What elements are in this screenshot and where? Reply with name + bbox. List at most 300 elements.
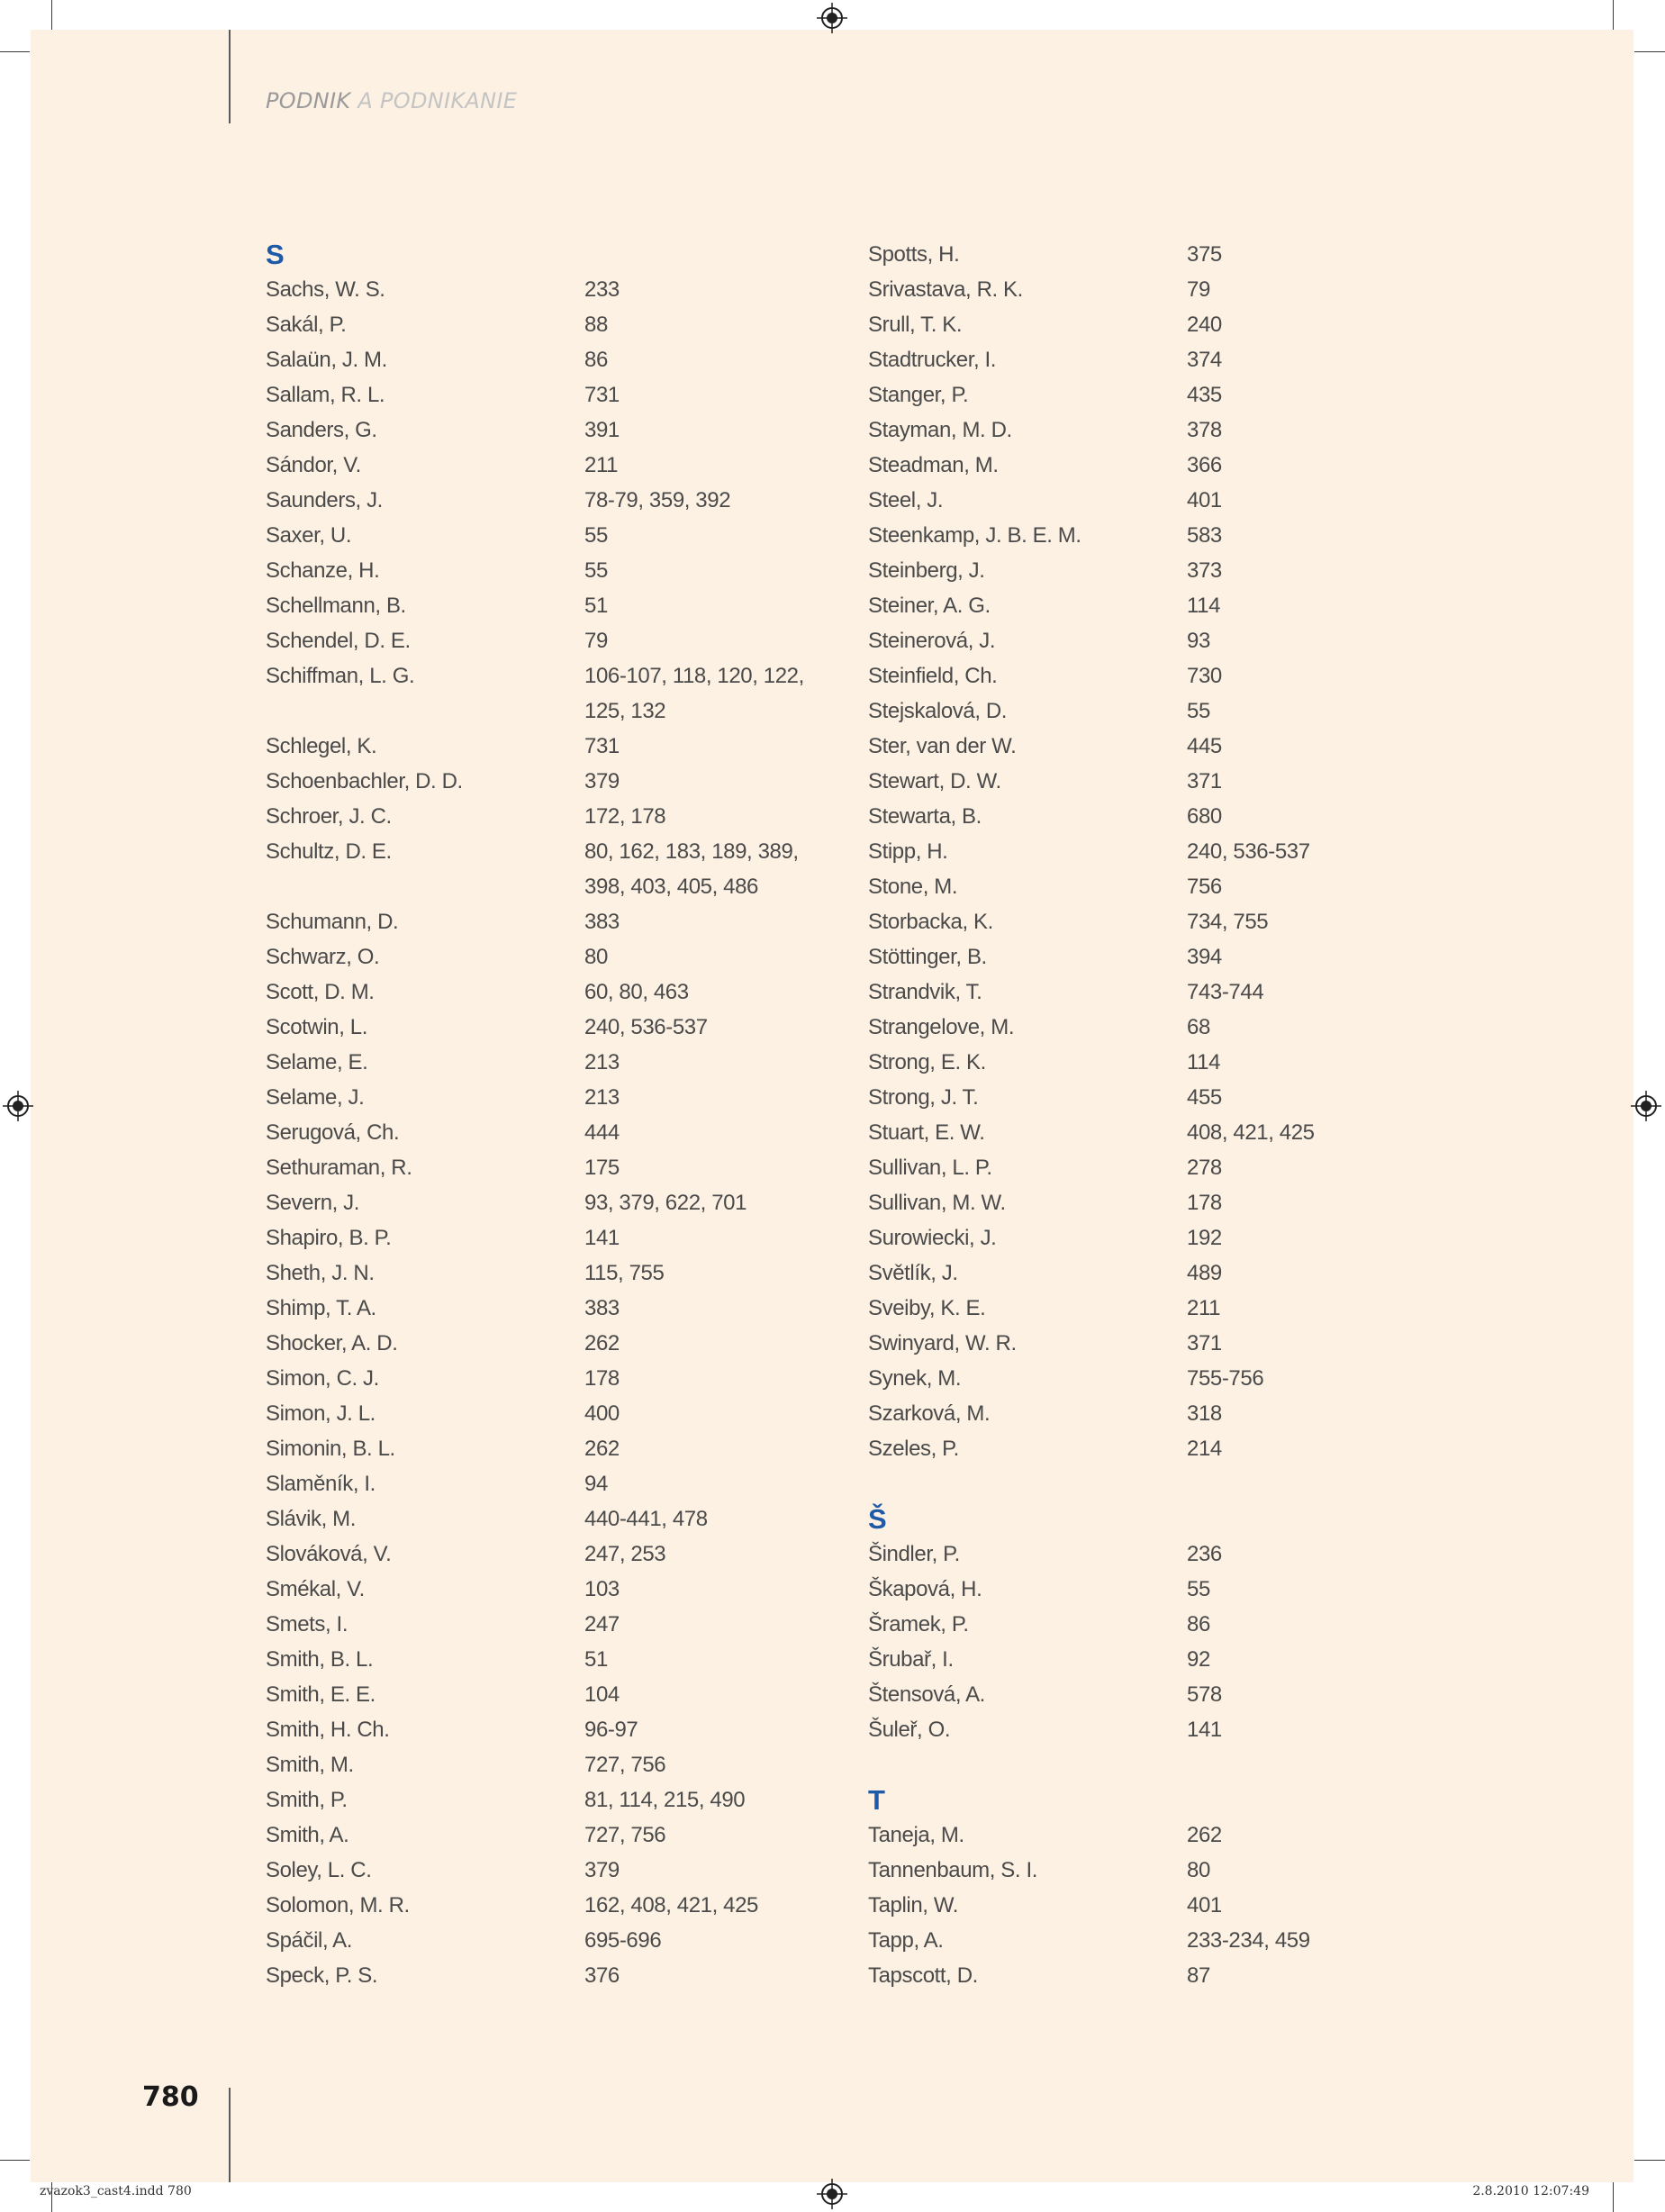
index-entry [266,799,806,834]
entry-name: Smékal, V. [266,1577,365,1601]
entry-pages: 192 [1187,1226,1222,1250]
index-entry [868,448,1408,483]
index-entry [868,1010,1408,1045]
entry-name: Selame, E. [266,1050,368,1074]
entry-name: Sullivan, M. W. [868,1191,1006,1215]
index-entry [868,975,1408,1010]
entry-name: Steinberg, J. [868,558,985,583]
entry-pages: 371 [1187,769,1222,793]
footer-divider [229,2088,231,2182]
index-entry [868,764,1408,799]
index-entry [266,658,806,729]
index-entry [868,939,1408,975]
index-entry [266,1361,806,1396]
entry-name: Strong, E. K. [868,1050,986,1074]
entry-name: Sheth, J. N. [266,1261,375,1285]
entry-name: Schiffman, L. G. [266,664,415,688]
entry-pages: 51 [584,1647,608,1672]
index-entry [266,1291,806,1326]
index-entry [266,1466,806,1501]
index-entry [266,1572,806,1607]
entry-pages: 233 [584,277,620,302]
index-entry [266,1818,806,1853]
entry-pages: 104 [584,1682,620,1707]
index-entry [266,1396,806,1431]
entry-name: Smith, P. [266,1788,348,1812]
entry-pages: 96-97 [584,1718,638,1742]
registration-mark-icon [817,2179,847,2209]
index-entry [868,342,1408,377]
index-entry [868,1115,1408,1150]
index-entry [868,377,1408,412]
index-entry [868,272,1408,307]
entry-name: Stanger, P. [868,383,969,407]
index-entry [868,483,1408,518]
entry-pages: 247 [584,1612,620,1636]
entry-name: Shimp, T. A. [266,1296,376,1320]
entry-pages: 81, 114, 215, 490 [584,1788,746,1812]
entry-name: Strandvik, T. [868,980,982,1004]
entry-pages: 211 [1187,1296,1221,1320]
entry-pages: 400 [584,1401,620,1426]
entry-name: Schoenbachler, D. D. [266,769,463,793]
entry-name: Swinyard, W. R. [868,1331,1017,1355]
index-entry [868,1537,1408,1572]
entry-pages: 92 [1187,1647,1210,1672]
index-entry [266,1080,806,1115]
entry-name: Slováková, V. [266,1542,392,1566]
index-entry [266,377,806,412]
index-entry [868,1291,1408,1326]
entry-pages: 376 [584,1963,620,1988]
index-entry [266,1431,806,1466]
crop-mark [1613,2182,1614,2212]
entry-name: Szarková, M. [868,1401,991,1426]
entry-name: Štensová, A. [868,1682,985,1707]
entry-pages: 141 [584,1226,620,1250]
entry-name: Schanze, H. [266,558,380,583]
index-entry [868,658,1408,694]
entry-pages: 162, 408, 421, 425 [584,1893,758,1917]
entry-pages: 178 [584,1366,620,1391]
entry-pages: 262 [1187,1823,1222,1847]
entry-name: Schlegel, K. [266,734,377,758]
entry-pages: 373 [1187,558,1222,583]
entry-name: Szeles, P. [868,1437,959,1461]
index-entry [266,1220,806,1256]
entry-name: Steel, J. [868,488,944,512]
entry-pages: 240, 536-537 [1187,839,1310,864]
entry-name: Ster, van der W. [868,734,1017,758]
index-column-left [266,237,806,1993]
entry-name: Stuart, E. W. [868,1120,985,1145]
index-entry [868,1326,1408,1361]
entry-pages: 731 [584,734,620,758]
entry-pages: 55 [1187,699,1210,723]
index-column-right [868,237,1408,1993]
entry-pages: 489 [1187,1261,1222,1285]
header-divider [229,30,231,123]
entry-pages: 391 [584,418,620,442]
entry-name: Saxer, U. [266,523,352,548]
entry-name: Scott, D. M. [266,980,375,1004]
index-entry [868,904,1408,939]
index-entry [266,342,806,377]
entry-pages: 79 [584,629,608,653]
entry-pages: 278 [1187,1156,1222,1180]
entry-name: Šuleř, O. [868,1718,951,1742]
index-entry [868,623,1408,658]
entry-pages: 371 [1187,1331,1222,1355]
entry-name: Sanders, G. [266,418,377,442]
index-entry [868,1958,1408,1993]
index-entry [868,1361,1408,1396]
entry-name: Stone, M. [868,875,958,899]
index-entry [266,939,806,975]
section-letter: T [868,1784,885,1816]
entry-name: Schroer, J. C. [266,804,392,829]
entry-name: Steadman, M. [868,453,999,477]
index-entry [868,729,1408,764]
crop-mark [51,0,52,30]
entry-name: Steiner, A. G. [868,594,991,618]
entry-name: Steenkamp, J. B. E. M. [868,523,1081,548]
entry-name: Světlík, J. [868,1261,958,1285]
entry-name: Sándor, V. [266,453,361,477]
entry-pages: 440-441, 478 [584,1507,708,1531]
index-entry [266,1607,806,1642]
entry-name: Sachs, W. S. [266,277,385,302]
entry-pages: 55 [584,558,608,583]
entry-name: Šramek, P. [868,1612,969,1636]
entry-name: Tannenbaum, S. I. [868,1858,1037,1882]
entry-pages: 87 [1187,1963,1210,1988]
entry-name: Smith, A. [266,1823,349,1847]
entry-pages: 172, 178 [584,804,666,829]
entry-pages: 401 [1187,1893,1222,1917]
index-entry [868,588,1408,623]
index-entry [868,1150,1408,1185]
entry-name: Shapiro, B. P. [266,1226,392,1250]
running-head [266,88,517,113]
index-entry [868,1853,1408,1888]
index-entry [868,834,1408,869]
index-entry [868,1572,1408,1607]
section-letter: Š [868,1503,887,1535]
entry-pages: 141 [1187,1718,1222,1742]
entry-pages: 394 [1187,945,1222,969]
index-entry [868,1888,1408,1923]
entry-pages: 695-696 [584,1928,662,1953]
index-entry [868,1185,1408,1220]
index-entry [266,1712,806,1747]
entry-pages: 79 [1187,277,1210,302]
entry-name: Surowiecki, J. [868,1226,997,1250]
entry-pages: 236 [1187,1542,1222,1566]
index-entry [266,483,806,518]
index-entry [266,1537,806,1572]
entry-name: Solomon, M. R. [266,1893,410,1917]
entry-name: Selame, J. [266,1085,365,1110]
entry-name: Steinerová, J. [868,629,996,653]
index-entry [266,834,806,904]
crop-mark [1613,0,1614,30]
entry-name: Schwarz, O. [266,945,380,969]
entry-pages: 731 [584,383,620,407]
index-entry [266,623,806,658]
index-entry [266,518,806,553]
entry-name: Tapp, A. [868,1928,944,1953]
entry-name: Soley, L. C. [266,1858,372,1882]
entry-pages: 262 [584,1331,620,1355]
section-spacer [868,1747,1408,1782]
entry-pages: 106-107, 118, 120, 122, 125, 132 [584,664,804,723]
entry-name: Smith, H. Ch. [266,1718,390,1742]
index-entry [868,694,1408,729]
entry-name: Stipp, H. [868,839,948,864]
index-entry [266,307,806,342]
entry-name: Stayman, M. D. [868,418,1012,442]
index-entry [868,1045,1408,1080]
crop-mark [0,2160,30,2161]
index-entry [266,1326,806,1361]
entry-name: Sallam, R. L. [266,383,385,407]
index-entry [266,1501,806,1537]
page-number: 780 [142,2081,199,2113]
running-head-part2: A PODNIKANIE [350,88,518,113]
entry-name: Taplin, W. [868,1893,959,1917]
entry-pages: 213 [584,1085,620,1110]
index-entry [868,1396,1408,1431]
entry-pages: 240, 536-537 [584,1015,708,1039]
index-entry [266,588,806,623]
entry-pages: 103 [584,1577,620,1601]
entry-pages: 114 [1187,594,1221,618]
index-entry [266,1256,806,1291]
section-letter: S [266,239,285,270]
entry-name: Serugová, Ch. [266,1120,400,1145]
entry-name: Schendel, D. E. [266,629,411,653]
index-entry [266,1185,806,1220]
entry-name: Tapscott, D. [868,1963,978,1988]
entry-name: Strangelove, M. [868,1015,1015,1039]
section-spacer [868,1466,1408,1501]
entry-pages: 755-756 [1187,1366,1264,1391]
entry-pages: 80 [584,945,608,969]
index-entry [266,1045,806,1080]
entry-name: Taneja, M. [868,1823,964,1847]
entry-pages: 115, 755 [584,1261,665,1285]
index-entry [266,448,806,483]
entry-name: Severn, J. [266,1191,360,1215]
entry-pages: 214 [1187,1437,1222,1461]
index-entry [868,307,1408,342]
entry-pages: 444 [584,1120,620,1145]
running-head-part1: PODNIK [266,88,351,113]
index-entry [266,904,806,939]
index-entry [266,553,806,588]
entry-pages: 55 [1187,1577,1210,1601]
index-entry [868,799,1408,834]
entry-pages: 78-79, 359, 392 [584,488,731,512]
index-entry [868,1642,1408,1677]
index-entry [868,1923,1408,1958]
entry-pages: 445 [1187,734,1222,758]
entry-name: Stejskalová, D. [868,699,1008,723]
entry-pages: 375 [1187,242,1222,267]
index-entry [266,1782,806,1818]
entry-name: Stöttinger, B. [868,945,987,969]
index-entry [266,764,806,799]
entry-pages: 86 [1187,1612,1210,1636]
entry-pages: 114 [1187,1050,1221,1074]
entry-pages: 318 [1187,1401,1222,1426]
index-entry [266,1888,806,1923]
index-entry [868,869,1408,904]
crop-mark [0,51,30,52]
entry-pages: 756 [1187,875,1222,899]
entry-pages: 680 [1187,804,1222,829]
entry-name: Strong, J. T. [868,1085,979,1110]
index-entry [868,1712,1408,1747]
entry-name: Slaměník, I. [266,1472,376,1496]
index-entry [266,1923,806,1958]
entry-name: Srull, T. K. [868,313,963,337]
entry-pages: 578 [1187,1682,1222,1707]
index-entry [266,1958,806,1993]
entry-name: Saunders, J. [266,488,383,512]
index-entry [266,975,806,1010]
entry-pages: 366 [1187,453,1222,477]
entry-pages: 455 [1187,1085,1222,1110]
entry-pages: 383 [584,1296,620,1320]
entry-pages: 93 [1187,629,1210,653]
entry-pages: 408, 421, 425 [1187,1120,1315,1145]
entry-name: Steinfield, Ch. [868,664,998,688]
index-entry [868,553,1408,588]
index-entry [868,1431,1408,1466]
entry-name: Spotts, H. [868,242,960,267]
index-entry [868,1607,1408,1642]
entry-pages: 93, 379, 622, 701 [584,1191,747,1215]
entry-pages: 727, 756 [584,1753,666,1777]
entry-name: Salaün, J. M. [266,348,387,372]
crop-mark [1634,51,1665,52]
index-entry [266,729,806,764]
entry-name: Storbacka, K. [868,910,993,934]
entry-name: Škapová, H. [868,1577,982,1601]
entry-name: Simonin, B. L. [266,1437,395,1461]
registration-mark-icon [3,1091,33,1121]
entry-pages: 94 [584,1472,608,1496]
entry-pages: 86 [584,348,608,372]
entry-name: Spáčil, A. [266,1928,353,1953]
entry-name: Scotwin, L. [266,1015,367,1039]
crop-mark [1634,2160,1665,2161]
slug-filename: zvazok3_cast4.indd 780 [40,2184,192,2198]
entry-name: Smith, E. E. [266,1682,376,1707]
index-entry [868,1256,1408,1291]
index-entry [868,518,1408,553]
entry-pages: 247, 253 [584,1542,666,1566]
index-entry [266,1010,806,1045]
entry-pages: 60, 80, 463 [584,980,689,1004]
index-entry [266,1642,806,1677]
entry-name: Schumann, D. [266,910,399,934]
entry-name: Speck, P. S. [266,1963,378,1988]
slug-timestamp: 2.8.2010 12:07:49 [1472,2184,1589,2198]
entry-pages: 378 [1187,418,1222,442]
entry-name: Sveiby, K. E. [868,1296,986,1320]
entry-name: Šindler, P. [868,1542,960,1566]
entry-pages: 240 [1187,313,1222,337]
index-entry [266,1853,806,1888]
entry-name: Synek, M. [868,1366,962,1391]
entry-pages: 374 [1187,348,1222,372]
entry-pages: 233-234, 459 [1187,1928,1310,1953]
entry-pages: 211 [584,453,619,477]
entry-name: Simon, C. J. [266,1366,379,1391]
entry-pages: 730 [1187,664,1222,688]
entry-name: Sullivan, L. P. [868,1156,992,1180]
index-entry [266,1115,806,1150]
entry-pages: 175 [584,1156,620,1180]
entry-pages: 178 [1187,1191,1222,1215]
entry-name: Shocker, A. D. [266,1331,398,1355]
index-entry [868,1818,1408,1853]
registration-mark-icon [1631,1091,1661,1121]
index-entry [868,1080,1408,1115]
entry-name: Sethuraman, R. [266,1156,412,1180]
entry-pages: 727, 756 [584,1823,666,1847]
entry-pages: 80, 162, 183, 189, 389, 398, 403, 405, 486 [584,839,799,899]
index-entry [266,1747,806,1782]
entry-pages: 262 [584,1437,620,1461]
index-entry [266,1677,806,1712]
entry-pages: 213 [584,1050,620,1074]
entry-name: Smets, I. [266,1612,348,1636]
entry-pages: 88 [584,313,608,337]
entry-name: Stadtrucker, I. [868,348,997,372]
entry-name: Schellmann, B. [266,594,406,618]
entry-name: Schultz, D. E. [266,839,392,864]
entry-name: Simon, J. L. [266,1401,376,1426]
entry-name: Stewart, D. W. [868,769,1001,793]
entry-pages: 55 [584,523,608,548]
index-entry [868,412,1408,448]
registration-mark-icon [817,3,847,33]
index-entry [868,1677,1408,1712]
entry-pages: 435 [1187,383,1222,407]
entry-pages: 68 [1187,1015,1210,1039]
entry-pages: 383 [584,910,620,934]
entry-pages: 80 [1187,1858,1210,1882]
entry-name: Sakál, P. [266,313,347,337]
entry-pages: 379 [584,769,620,793]
entry-pages: 583 [1187,523,1222,548]
index-entry [868,1220,1408,1256]
index-entry [266,272,806,307]
index-entry [868,237,1408,272]
entry-name: Šrubař, I. [868,1647,954,1672]
entry-pages: 379 [584,1858,620,1882]
entry-pages: 51 [584,594,608,618]
entry-name: Slávik, M. [266,1507,357,1531]
entry-pages: 734, 755 [1187,910,1269,934]
entry-pages: 743-744 [1187,980,1264,1004]
entry-name: Smith, M. [266,1753,354,1777]
entry-name: Stewarta, B. [868,804,982,829]
